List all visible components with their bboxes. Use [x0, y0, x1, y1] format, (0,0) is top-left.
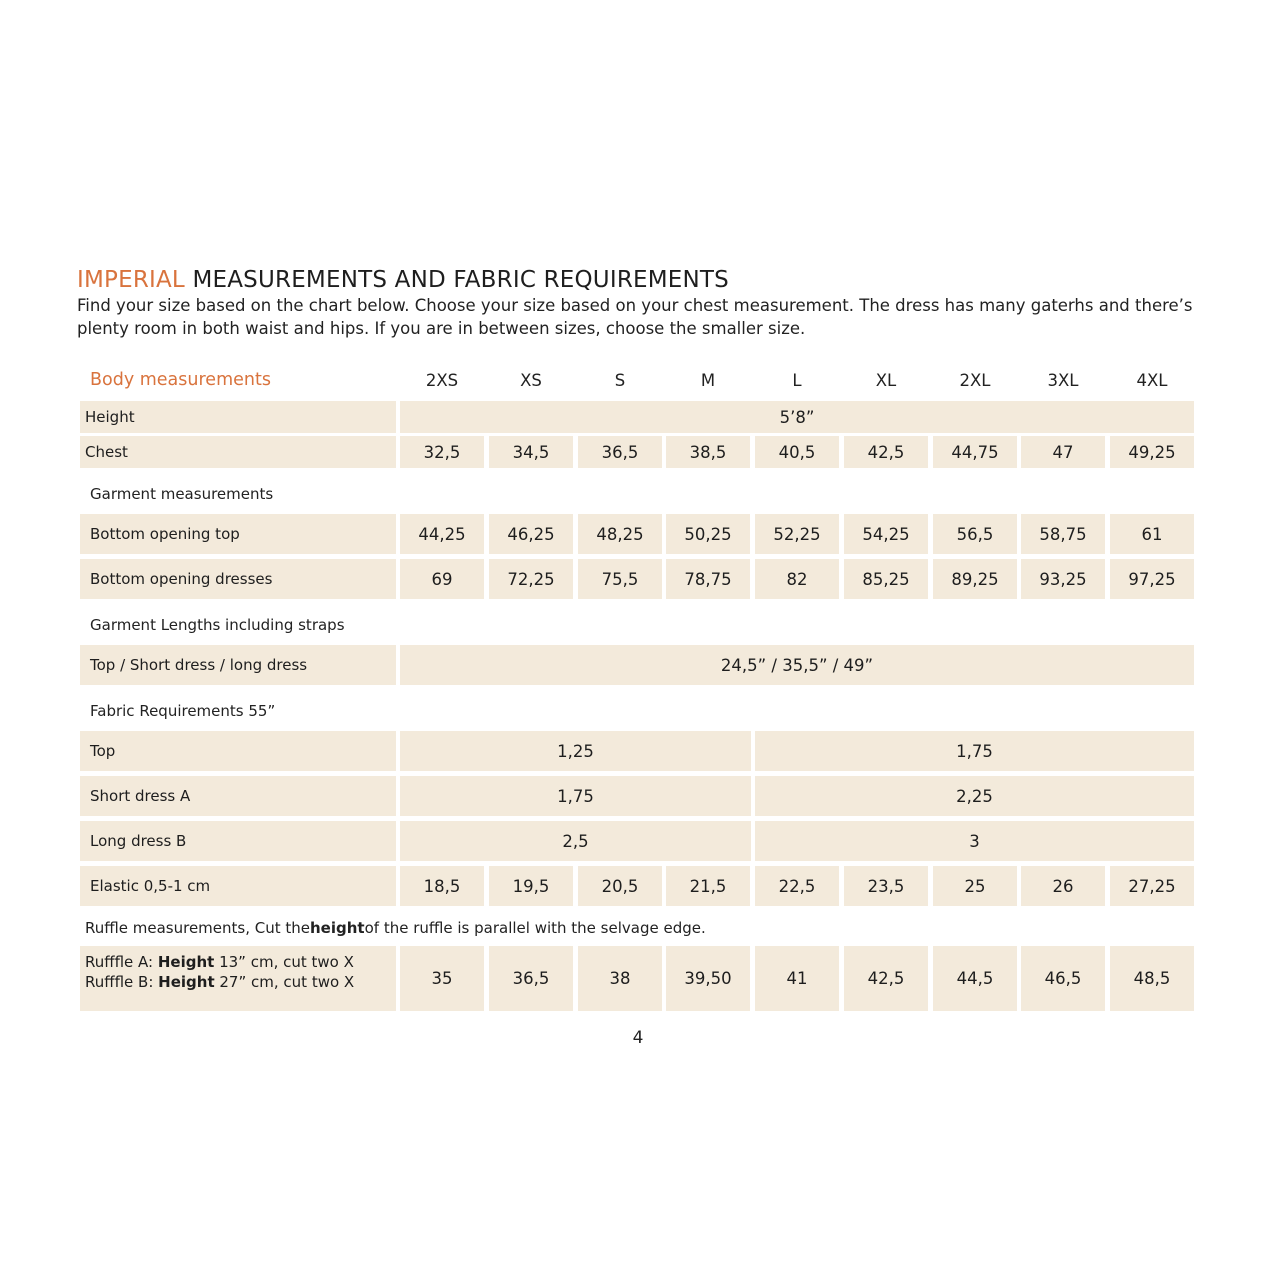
bottom-top-value-7: 58,75	[1021, 514, 1105, 554]
size-header-7: 3XL	[1047, 370, 1079, 390]
ruffle-value-0: 35	[400, 946, 484, 1011]
chest-value-8: 49,25	[1110, 436, 1194, 468]
ruffle-a-suffix: 13” cm, cut two X	[214, 953, 354, 971]
fabric-long-left: 2,5	[400, 821, 751, 861]
ruffle-line-b	[85, 972, 354, 992]
title-accent: IMPERIAL	[77, 267, 185, 293]
ruffle-note-after: of the ruffle is parallel with the selvage edge.	[364, 919, 706, 937]
fabric-short-label: Short dress A	[80, 776, 396, 816]
elastic-value-4: 22,5	[755, 866, 839, 906]
chest-value-1: 34,5	[489, 436, 573, 468]
bottom-top-value-8: 61	[1110, 514, 1194, 554]
chest-label: Chest	[80, 436, 396, 468]
page-title	[77, 266, 1207, 294]
bottom-dresses-value-6: 89,25	[933, 559, 1017, 599]
ruffle-note	[85, 914, 706, 942]
fabric-top-left: 1,25	[400, 731, 751, 771]
size-header-5: XL	[875, 370, 897, 390]
bottom-top-label: Bottom opening top	[80, 514, 396, 554]
chest-value-2: 36,5	[578, 436, 662, 468]
ruffle-value-7: 46,5	[1021, 946, 1105, 1011]
bottom-dresses-value-2: 75,5	[578, 559, 662, 599]
ruffle-value-5: 42,5	[844, 946, 928, 1011]
chest-value-4: 40,5	[755, 436, 839, 468]
elastic-label: Elastic 0,5-1 cm	[80, 866, 396, 906]
heading-block	[77, 266, 1207, 340]
ruffle-b-suffix: 27” cm, cut two X	[214, 973, 355, 991]
size-header-2: S	[614, 370, 626, 390]
elastic-value-2: 20,5	[578, 866, 662, 906]
fabric-short-right: 2,25	[755, 776, 1194, 816]
chest-value-0: 32,5	[400, 436, 484, 468]
lengths-value: 24,5” / 35,5” / 49”	[400, 645, 1194, 685]
ruffle-value-3: 39,50	[666, 946, 750, 1011]
bottom-dresses-value-0: 69	[400, 559, 484, 599]
height-label: Height	[80, 401, 396, 433]
title-rest: MEASUREMENTS AND FABRIC REQUIREMENTS	[184, 267, 729, 293]
ruffle-note-before: Ruffle measurements, Cut the	[85, 919, 310, 937]
fabric-long-right: 3	[755, 821, 1194, 861]
bottom-top-value-1: 46,25	[489, 514, 573, 554]
size-header-3: M	[700, 370, 716, 390]
elastic-value-1: 19,5	[489, 866, 573, 906]
fabric-short-left: 1,75	[400, 776, 751, 816]
ruffle-a-prefix: Rufffle A:	[85, 953, 158, 971]
page-number: 4	[632, 1028, 644, 1048]
size-header-0: 2XS	[425, 370, 459, 390]
bottom-dresses-value-8: 97,25	[1110, 559, 1194, 599]
elastic-value-0: 18,5	[400, 866, 484, 906]
elastic-value-3: 21,5	[666, 866, 750, 906]
bottom-top-value-0: 44,25	[400, 514, 484, 554]
fabric-section-label: Fabric Requirements 55”	[90, 702, 276, 720]
ruffle-value-4: 41	[755, 946, 839, 1011]
bottom-dresses-value-1: 72,25	[489, 559, 573, 599]
bottom-dresses-value-5: 85,25	[844, 559, 928, 599]
ruffle-value-2: 38	[578, 946, 662, 1011]
size-header-4: L	[792, 370, 802, 390]
ruffle-note-bold: height	[310, 919, 365, 937]
bottom-top-value-6: 56,5	[933, 514, 1017, 554]
size-header-6: 2XL	[959, 370, 991, 390]
ruffle-a-bold: Height	[157, 953, 215, 971]
fabric-long-label: Long dress B	[80, 821, 396, 861]
height-value: 5’8”	[400, 401, 1194, 433]
bottom-top-value-2: 48,25	[578, 514, 662, 554]
garment-section-label: Garment measurements	[90, 485, 274, 503]
ruffle-b-bold: Height	[158, 973, 215, 991]
ruffle-value-8: 48,5	[1110, 946, 1194, 1011]
fabric-top-label: Top	[80, 731, 396, 771]
intro-text: Find your size based on the chart below. Choose your size based on your chest measurement. The dress has many gaterhs and there’s plenty room in both waist and hips. If you are in between sizes, choose the smaller size.	[77, 296, 1193, 338]
body-measurements-label: Body measurements	[90, 370, 271, 390]
size-header-1: XS	[520, 370, 542, 390]
bottom-top-value-5: 54,25	[844, 514, 928, 554]
ruffle-label	[80, 946, 396, 1011]
size-header-8: 4XL	[1136, 370, 1168, 390]
bottom-top-value-3: 50,25	[666, 514, 750, 554]
lengths-label: Top / Short dress / long dress	[80, 645, 396, 685]
ruffle-value-6: 44,5	[933, 946, 1017, 1011]
elastic-value-5: 23,5	[844, 866, 928, 906]
bottom-top-value-4: 52,25	[755, 514, 839, 554]
elastic-value-8: 27,25	[1110, 866, 1194, 906]
bottom-dresses-value-7: 93,25	[1021, 559, 1105, 599]
chest-value-3: 38,5	[666, 436, 750, 468]
bottom-dresses-value-4: 82	[755, 559, 839, 599]
fabric-top-right: 1,75	[755, 731, 1194, 771]
chest-value-5: 42,5	[844, 436, 928, 468]
chest-value-7: 47	[1021, 436, 1105, 468]
ruffle-value-1: 36,5	[489, 946, 573, 1011]
ruffle-line-a	[85, 952, 354, 972]
elastic-value-6: 25	[933, 866, 1017, 906]
bottom-dresses-label: Bottom opening dresses	[80, 559, 396, 599]
chest-value-6: 44,75	[933, 436, 1017, 468]
bottom-dresses-value-3: 78,75	[666, 559, 750, 599]
elastic-value-7: 26	[1021, 866, 1105, 906]
lengths-section-label: Garment Lengths including straps	[90, 616, 345, 634]
ruffle-b-prefix: Rufffle B:	[85, 973, 159, 991]
